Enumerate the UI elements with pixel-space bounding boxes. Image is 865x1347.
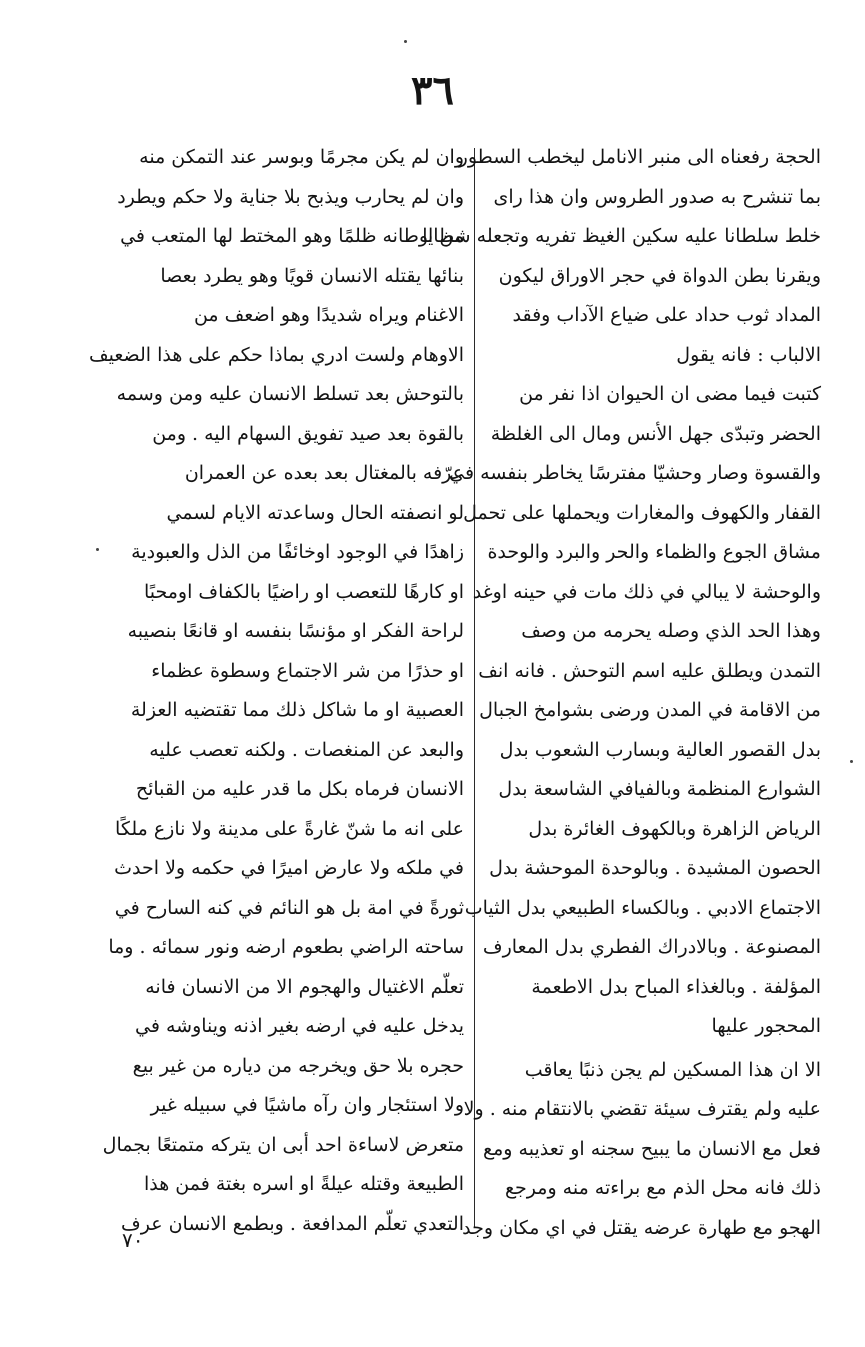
text-line: يدخل عليه في ارضه بغير اذنه ويناوشه في: [135, 1015, 464, 1037]
speck-mark: [96, 548, 99, 551]
text-line: وان لم يكن مجرمًا وبوسر عند التمكن منه: [139, 146, 464, 168]
text-line: الحضر وتبدّى جهل الأنس ومال الى الغلظة: [490, 422, 821, 445]
text-line: الا ان هذا المسكين لم يجن ذنبًا يعاقب: [524, 1058, 821, 1081]
text-line: ساحته الراضي بطعوم ارضه ونور سمائه . وما: [108, 936, 464, 958]
text-line: في ملكه ولا عارض اميرًا في حكمه ولا احدث: [114, 857, 464, 879]
right-column: [422, 138, 821, 1248]
text-line: حجره بلا حق ويخرجه من دياره من غير بيع: [132, 1054, 464, 1077]
text-line: كتبت فيما مضى ان الحيوان اذا نفر من: [519, 383, 821, 405]
text-line: التمدن ويطلق عليه اسم التوحش . فانه انف: [478, 659, 821, 682]
text-line: التعدي تعلّم المدافعة . وبطمع الانسان عرف: [121, 1212, 464, 1235]
text-line: عليه ولم يقترف سيئة تقضي بالانتقام منه . ولا: [463, 1098, 821, 1120]
text-line: ذلك فانه محل الذم مع براءته منه ومرجع: [504, 1177, 821, 1199]
text-line: الالباب : فانه يقول: [676, 343, 821, 366]
text-line: ثورةً في امة بل هو النائم في كنه السارح في: [114, 896, 464, 919]
text-line: مشاق الجوع والظماء والحر والبرد والوحدة: [487, 541, 821, 563]
text-line: والبعد عن المنغصات . ولكنه تعصب عليه: [149, 738, 464, 761]
text-line: بما تنشرح به صدور الطروس وان هذا راى: [493, 185, 821, 208]
text-line: وان لم يحارب ويذبح بلا جناية ولا حكم ويطرد: [117, 185, 464, 208]
text-line: على انه ما شنّ غارةً على مدينة ولا نازع ملكًا: [115, 817, 464, 840]
text-line: فعل مع الانسان ما يبيح سجنه او تعذيبه ومع: [483, 1137, 821, 1160]
text-line: القفار والكهوف والمغارات ويحملها على تحمل: [463, 501, 821, 524]
text-line: تعلّم الاغتيال والهجوم الا من الانسان فانه: [145, 975, 464, 998]
text-line: لراحة الفكر او مؤنسًا بنفسه او قانعًا بنصيبه: [127, 620, 464, 642]
text-line: ولا استئجار وان رآه ماشيًا في سبيله غير: [150, 1094, 464, 1116]
text-line: الانسان فرماه بكل ما قدر عليه من القبائح: [135, 778, 464, 800]
text-line: العصبية او ما شاكل ذلك مما تقتضيه العزلة: [130, 699, 464, 721]
text-line: بالتوحش بعد تسلط الانسان عليه ومن وسمه: [116, 383, 464, 405]
text-line: المحجور عليها: [711, 1015, 821, 1037]
text-line: متعرض لاساءة احد أبى ان يتركه متمتعًا بجمال: [102, 1133, 464, 1156]
text-line: المداد ثوب حداد على ضياع الآداب وفقد: [512, 304, 821, 326]
text-line: بالقوة بعد صيد تفويق السهام اليه . ومن: [152, 422, 464, 445]
text-line: الحجة رفعناه الى منبر الانامل ليخطب السطور: [458, 146, 821, 168]
text-line: ويقرنا بطن الدواة في حجر الاوراق ليكون: [498, 264, 821, 287]
text-line: بنائها يقتله الانسان قويًا وهو يطرد بعصا: [160, 264, 464, 287]
text-line: او كارهًا للتعصب او راضيًا بالكفاف اومحبًا: [143, 580, 464, 603]
text-line: والوحشة لا يبالي في ذلك مات في حينه اوغد: [472, 580, 821, 603]
text-line: او حذرًا من شر الاجتماع وسطوة عظماء: [151, 659, 464, 682]
text-line: والقسوة وصار وحشيّا مفترسًا يخاطر بنفسه في: [449, 462, 821, 484]
text-line: المؤلفة . وبالغذاء المباح بدل الاطعمة: [531, 975, 821, 998]
page-number: ٣٦: [411, 67, 454, 114]
text-line: زاهدًا في الوجود اوخائفًا من الذل والعبودية: [131, 541, 464, 563]
signature-mark: ٧٠: [122, 1228, 144, 1252]
text-line: خلط سلطانا عليه سكين الغيظ تفريه وتجعله شظايا: [422, 225, 821, 247]
text-line: الحصون المشيدة . وبالوحدة الموحشة بدل: [489, 857, 821, 879]
text-line: المصنوعة . وبالادراك الفطري بدل المعارف: [482, 936, 821, 958]
text-line: الاوهام ولست ادري بماذا حكم على هذا الضعيف: [88, 343, 464, 366]
column-divider: [474, 148, 475, 1228]
text-line: الهجو مع طهارة عرضه يقتل في اي مكان وجد: [462, 1216, 821, 1239]
speck-mark: [850, 760, 853, 763]
text-line: الاجتماع الادبي . وبالكساء الطبيعي بدل الثياب: [464, 896, 821, 919]
text-line: بدل القصور العالية وبسارب الشعوب بدل: [499, 738, 821, 761]
text-line: الرياض الزاهرة وبالكهوف الغائرة بدل: [528, 817, 821, 840]
text-line: الاغنام ويراه شديدًا وهو اضعف من: [193, 304, 464, 326]
text-line: من اوطانه ظلمًا وهو المختط لها المتعب في: [120, 225, 464, 247]
text-line: وهذا الحد الذي وصله يحرمه من وصف: [521, 620, 821, 642]
text-line: عرّفه بالمغتال بعد بعده عن العمران: [184, 462, 464, 484]
speck-mark: [404, 40, 407, 43]
text-line: الطبيعة وقتله عيلةً او اسره بغتة فمن هذا: [143, 1173, 464, 1195]
text-line: الشوارع المنظمة وبالفيافي الشاسعة بدل: [498, 778, 821, 800]
text-line: من الاقامة في المدن ورضى بشوامخ الجبال: [479, 699, 821, 721]
text-line: لو انصفته الحال وساعدته الايام لسمي: [166, 501, 464, 524]
